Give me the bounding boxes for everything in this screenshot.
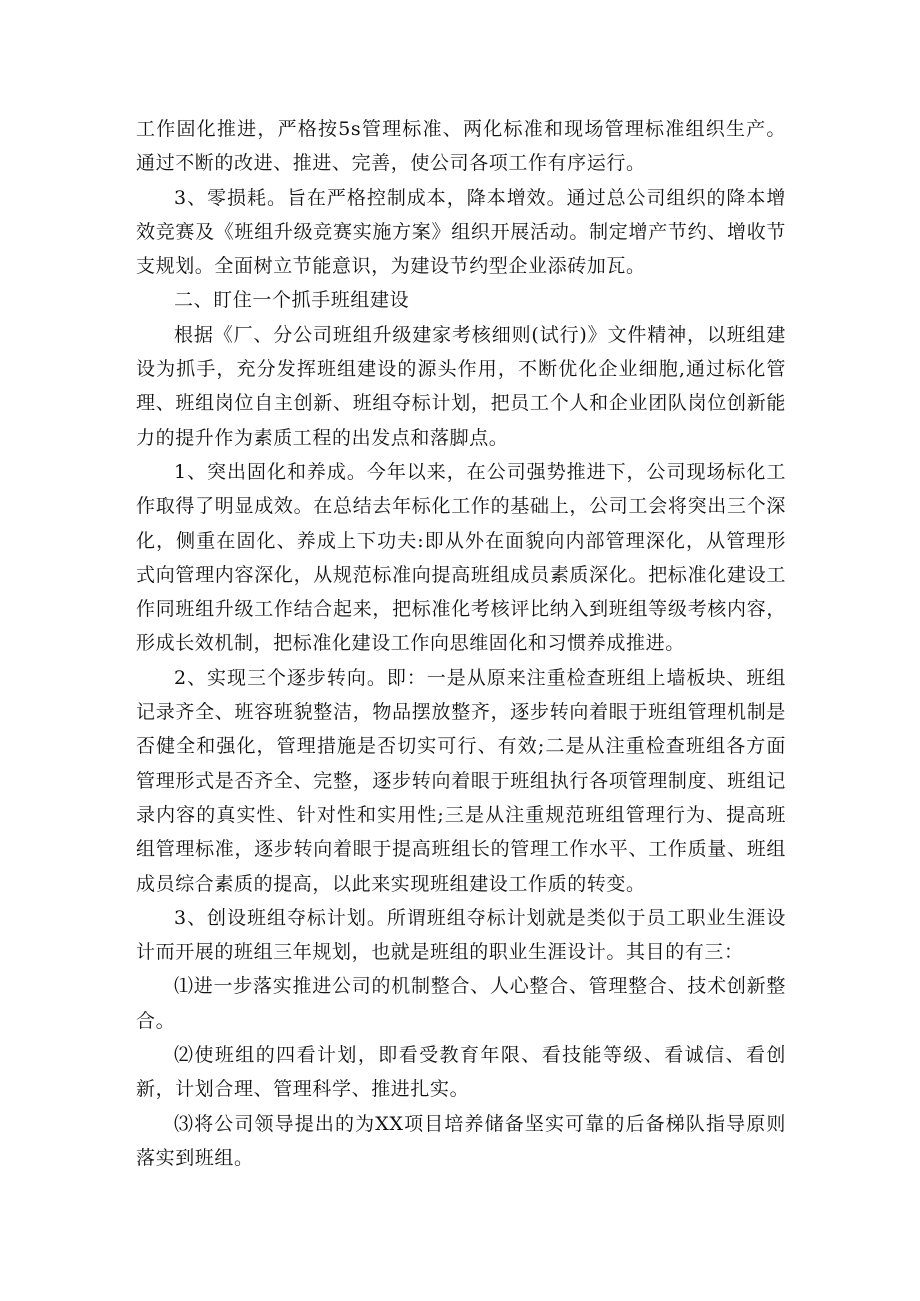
- section-heading-team-building: 二、盯住一个抓手班组建设: [174, 289, 410, 312]
- paragraph-solidify-habits: 1、突出固化和养成。今年以来，在公司强势推进下，公司现场标化工作取得了明显成效。在总结去年标化工作的基础上，公司工会将突出三个深化，侧重在固化、养成上下功夫:即从外在面貌向内部管理深化，从管理形式向管理内容深化，从规范标准向提高班组成员素质深化。把标准化建设工作同班组升级工作结合起来，把标准化考核评比纳入到班组等级考核内容，形成长效机制，把标准化建设工作向思维固化和习惯养成推进。: [136, 460, 786, 655]
- paragraph-zero-loss: 3、零损耗。旨在严格控制成本，降本增效。通过总公司组织的降本增效竞赛及《班组升级竞赛实施方案》组织开展活动。制定增产节约、增收节支规划。全面树立节能意识，为建设节约型企业添砖加瓦。: [136, 186, 786, 278]
- paragraph-continuation: 工作固化推进，严格按5s管理标准、两化标准和现场管理标准组织生产。通过不断的改进、推进、完善，使公司各项工作有序运行。: [136, 118, 786, 175]
- list-item-2: ⑵使班组的四看计划，即看受教育年限、看技能等级、看诚信、看创新，计划合理、管理科学、推进扎实。: [136, 1044, 786, 1101]
- paragraph-three-transitions: 2、实现三个逐步转向。即：一是从原来注重检查班组上墙板块、班组记录齐全、班容班貌整洁，物品摆放整齐，逐步转向着眼于班组管理机制是否健全和强化，管理措施是否切实可行、有效;二是从注重检查班组各方面管理形式是否齐全、完整，逐步转向着眼于班组执行各项管理制度、班组记录内容的真实性、针对性和实用性;三是从注重规范班组管理行为、提高班组管理标准，逐步转向着眼于提高班组长的管理工作水平、工作质量、班组成员综合素质的提高，以此来实现班组建设工作质的转变。: [136, 666, 786, 895]
- list-item-3: ⑶将公司领导提出的为XX项目培养储备坚实可靠的后备梯队指导原则落实到班组。: [136, 1112, 786, 1169]
- paragraph-team-building-intro: 根据《厂、分公司班组升级建家考核细则(试行)》文件精神，以班组建设为抓手，充分发挥班组建设的源头作用，不断优化企业细胞,通过标化管理、班组岗位自主创新、班组夺标计划，把员工个人和企业团队岗位创新能力的提升作为素质工程的出发点和落脚点。: [136, 323, 786, 449]
- paragraph-award-plan: 3、创设班组夺标计划。所谓班组夺标计划就是类似于员工职业生涯设计而开展的班组三年规划，也就是班组的职业生涯设计。其目的有三：: [136, 906, 786, 964]
- document-body: [136, 112, 786, 1175]
- list-item-1: ⑴进一步落实推进公司的机制整合、人心整合、管理整合、技术创新整合。: [136, 975, 786, 1032]
